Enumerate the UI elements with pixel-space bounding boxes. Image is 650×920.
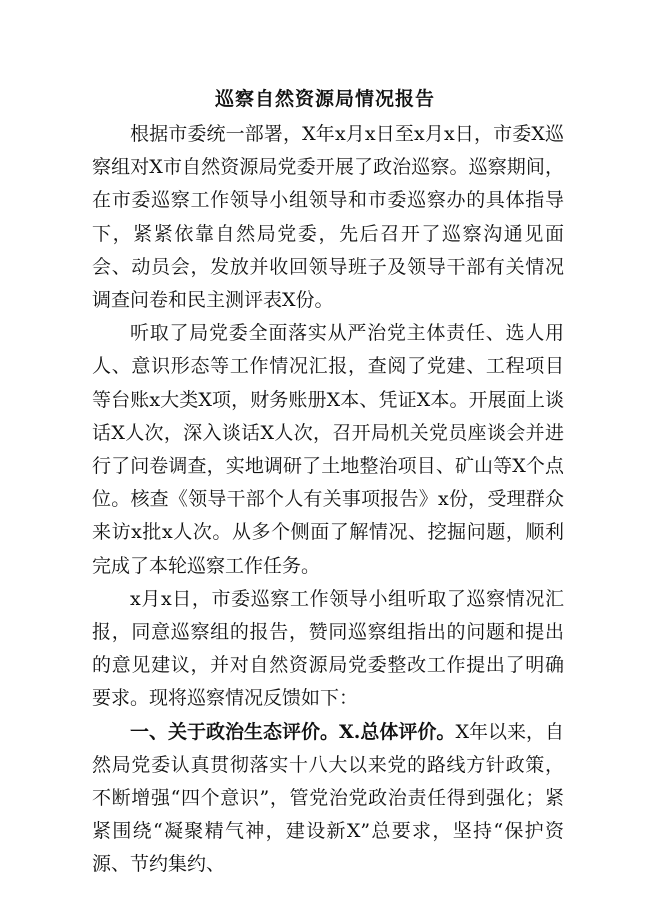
paragraph-4 — [92, 716, 564, 882]
paragraph-3: x月x日，市委巡察工作领导小组听取了巡察情况汇报，同意巡察组的报告，赞同巡察组指出的问题和提出的意见建议，并对自然资源局党委整改工作提出了明确要求。现将巡察情况反馈如下： — [92, 587, 564, 710]
section-heading: 一、关于政治生态评价。X.总体评价。 — [130, 720, 456, 743]
document-body — [92, 118, 564, 882]
paragraph-1: 根据市委统一部署，X年x月x日至x月x日，市委X巡察组对X市自然资源局党委开展了政治巡察。巡察期间，在市委巡察工作领导小组领导和市委巡察办的具体指导下，紧紧依靠自然局党委，先后召开了巡察沟通见面会、动员会，发放并收回领导班子及领导干部有关情况调查问卷和民主测评表X份。 — [92, 123, 564, 312]
paragraph-4-text: X年以来，自然局党委认真贯彻落实十八大以来党的路线方针政策，不断增强“四个意识”，管党治党政治责任得到强化；紧紧围绕“凝聚精气神，建设新X”总要求，坚持“保护资源、节约集约、 — [92, 720, 565, 876]
paragraph-2: 听取了局党委全面落实从严治党主体责任、选人用人、意识形态等工作情况汇报，查阅了党建、工程项目等台账x大类X项，财务账册X本、凭证X本。开展面上谈话X人次，深入谈话X人次，召开局机关党员座谈会并进行了问卷调查，实地调研了土地整治项目、矿山等X个点位。核查《领导干部个人有关事项报告》x份，受理群众来访x批x人次。从多个侧面了解情况、挖掘问题，顺利完成了本轮巡察工作任务。 — [92, 322, 564, 577]
document-title: 巡察自然资源局情况报告 — [214, 88, 435, 110]
